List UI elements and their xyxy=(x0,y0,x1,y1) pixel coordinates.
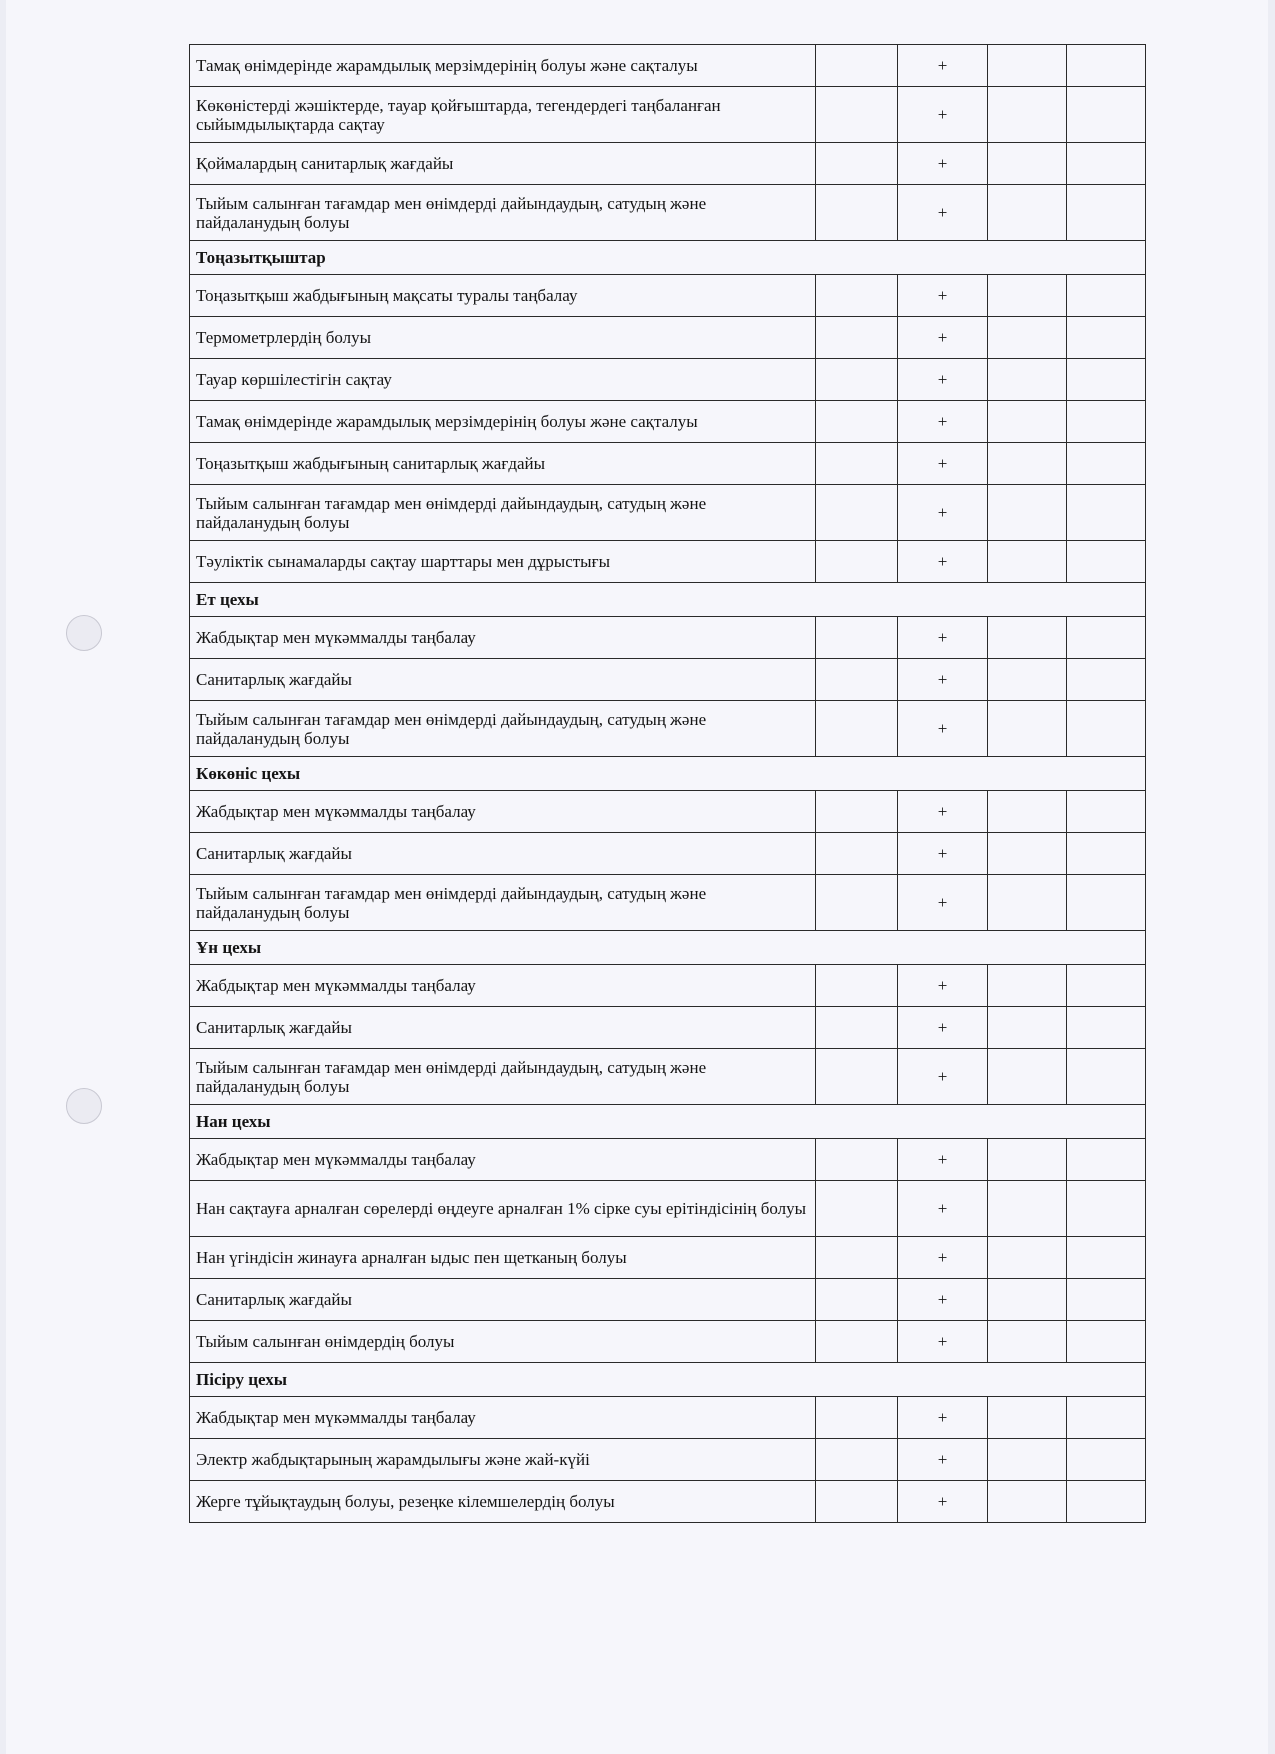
compliance-mark: + xyxy=(898,875,988,931)
empty-cell xyxy=(816,275,898,317)
table-row xyxy=(190,617,1146,659)
empty-cell xyxy=(816,1481,898,1523)
empty-cell xyxy=(1067,87,1146,143)
empty-cell xyxy=(816,1139,898,1181)
section-title: Нан цехы xyxy=(190,1105,1146,1139)
empty-cell xyxy=(1067,833,1146,875)
empty-cell xyxy=(988,1139,1067,1181)
empty-cell xyxy=(816,875,898,931)
table-row xyxy=(190,875,1146,931)
table-row xyxy=(190,87,1146,143)
compliance-mark: + xyxy=(898,1439,988,1481)
compliance-mark: + xyxy=(898,965,988,1007)
table-row xyxy=(190,485,1146,541)
table-row xyxy=(190,965,1146,1007)
requirement-label: Тыйым салынған тағамдар мен өнімдерді дайындаудың, сатудың және пайдаланудың болуы xyxy=(190,485,816,541)
empty-cell xyxy=(1067,965,1146,1007)
section-header-row xyxy=(190,1363,1146,1397)
table-row xyxy=(190,1049,1146,1105)
compliance-mark: + xyxy=(898,1181,988,1237)
empty-cell xyxy=(1067,701,1146,757)
empty-cell xyxy=(816,791,898,833)
empty-cell xyxy=(988,143,1067,185)
compliance-mark: + xyxy=(898,833,988,875)
empty-cell xyxy=(988,541,1067,583)
empty-cell xyxy=(1067,875,1146,931)
table-row xyxy=(190,1439,1146,1481)
empty-cell xyxy=(988,1397,1067,1439)
empty-cell xyxy=(1067,275,1146,317)
compliance-mark: + xyxy=(898,359,988,401)
table-row xyxy=(190,185,1146,241)
compliance-mark: + xyxy=(898,485,988,541)
empty-cell xyxy=(816,1279,898,1321)
inspection-checklist-table xyxy=(189,44,1146,1523)
empty-cell xyxy=(816,45,898,87)
empty-cell xyxy=(1067,45,1146,87)
empty-cell xyxy=(1067,1439,1146,1481)
table-row xyxy=(190,143,1146,185)
requirement-label: Тыйым салынған тағамдар мен өнімдерді дайындаудың, сатудың және пайдаланудың болуы xyxy=(190,1049,816,1105)
compliance-mark: + xyxy=(898,143,988,185)
table-row xyxy=(190,1321,1146,1363)
compliance-mark: + xyxy=(898,1007,988,1049)
compliance-mark: + xyxy=(898,701,988,757)
requirement-label: Жабдықтар мен мүкәммалды таңбалау xyxy=(190,617,816,659)
compliance-mark: + xyxy=(898,401,988,443)
section-header-row xyxy=(190,583,1146,617)
empty-cell xyxy=(988,833,1067,875)
compliance-mark: + xyxy=(898,87,988,143)
section-header-row xyxy=(190,241,1146,275)
empty-cell xyxy=(1067,541,1146,583)
empty-cell xyxy=(988,701,1067,757)
empty-cell xyxy=(988,875,1067,931)
compliance-mark: + xyxy=(898,275,988,317)
empty-cell xyxy=(1067,659,1146,701)
empty-cell xyxy=(816,401,898,443)
table-row xyxy=(190,701,1146,757)
empty-cell xyxy=(816,1049,898,1105)
empty-cell xyxy=(816,143,898,185)
requirement-label: Электр жабдықтарының жарамдылығы және жай-күйі xyxy=(190,1439,816,1481)
empty-cell xyxy=(816,1397,898,1439)
empty-cell xyxy=(988,87,1067,143)
empty-cell xyxy=(1067,1397,1146,1439)
requirement-label: Тәуліктік сынамаларды сақтау шарттары мен дұрыстығы xyxy=(190,541,816,583)
empty-cell xyxy=(1067,1139,1146,1181)
compliance-mark: + xyxy=(898,1237,988,1279)
empty-cell xyxy=(816,443,898,485)
empty-cell xyxy=(988,185,1067,241)
requirement-label: Тауар көршілестігін сақтау xyxy=(190,359,816,401)
empty-cell xyxy=(988,45,1067,87)
compliance-mark: + xyxy=(898,1397,988,1439)
compliance-mark: + xyxy=(898,317,988,359)
compliance-mark: + xyxy=(898,1321,988,1363)
empty-cell xyxy=(988,1007,1067,1049)
empty-cell xyxy=(1067,317,1146,359)
requirement-label: Жабдықтар мен мүкәммалды таңбалау xyxy=(190,1397,816,1439)
empty-cell xyxy=(988,1439,1067,1481)
empty-cell xyxy=(1067,1237,1146,1279)
empty-cell xyxy=(816,317,898,359)
table-row xyxy=(190,1139,1146,1181)
section-title: Ет цехы xyxy=(190,583,1146,617)
table-row xyxy=(190,45,1146,87)
table-row xyxy=(190,1237,1146,1279)
requirement-label: Жабдықтар мен мүкәммалды таңбалау xyxy=(190,965,816,1007)
empty-cell xyxy=(816,541,898,583)
table-row xyxy=(190,791,1146,833)
table-row xyxy=(190,443,1146,485)
empty-cell xyxy=(1067,1049,1146,1105)
empty-cell xyxy=(988,791,1067,833)
requirement-label: Тоңазытқыш жабдығының мақсаты туралы таңбалау xyxy=(190,275,816,317)
requirement-label: Тыйым салынған тағамдар мен өнімдерді дайындаудың, сатудың және пайдаланудың болуы xyxy=(190,185,816,241)
requirement-label: Тыйым салынған тағамдар мен өнімдерді дайындаудың, сатудың және пайдаланудың болуы xyxy=(190,875,816,931)
empty-cell xyxy=(1067,1321,1146,1363)
empty-cell xyxy=(988,1049,1067,1105)
empty-cell xyxy=(988,965,1067,1007)
empty-cell xyxy=(988,1237,1067,1279)
compliance-mark: + xyxy=(898,45,988,87)
empty-cell xyxy=(1067,359,1146,401)
empty-cell xyxy=(988,443,1067,485)
empty-cell xyxy=(988,1481,1067,1523)
requirement-label: Нан үгіндісін жинауға арналған ыдыс пен щетканың болуы xyxy=(190,1237,816,1279)
table-row xyxy=(190,1007,1146,1049)
empty-cell xyxy=(816,359,898,401)
empty-cell xyxy=(816,833,898,875)
empty-cell xyxy=(988,275,1067,317)
empty-cell xyxy=(1067,1481,1146,1523)
empty-cell xyxy=(988,1279,1067,1321)
empty-cell xyxy=(816,1181,898,1237)
section-title: Тоңазытқыштар xyxy=(190,241,1146,275)
table-row xyxy=(190,1481,1146,1523)
requirement-label: Санитарлық жағдайы xyxy=(190,659,816,701)
table-row xyxy=(190,1279,1146,1321)
table-row xyxy=(190,659,1146,701)
table-row xyxy=(190,359,1146,401)
empty-cell xyxy=(1067,1007,1146,1049)
requirement-label: Нан сақтауға арналған сөрелерді өңдеуге арналған 1% сірке суы ерітіндісінің болуы xyxy=(190,1181,816,1237)
compliance-mark: + xyxy=(898,541,988,583)
requirement-label: Санитарлық жағдайы xyxy=(190,1007,816,1049)
compliance-mark: + xyxy=(898,1481,988,1523)
empty-cell xyxy=(816,659,898,701)
empty-cell xyxy=(988,659,1067,701)
section-title: Көкөніс цехы xyxy=(190,757,1146,791)
empty-cell xyxy=(1067,401,1146,443)
compliance-mark: + xyxy=(898,1279,988,1321)
punch-hole xyxy=(66,1088,102,1124)
section-header-row xyxy=(190,1105,1146,1139)
requirement-label: Жерге тұйықтаудың болуы, резеңке кілемшелердің болуы xyxy=(190,1481,816,1523)
empty-cell xyxy=(988,485,1067,541)
requirement-label: Тоңазытқыш жабдығының санитарлық жағдайы xyxy=(190,443,816,485)
table-row xyxy=(190,1397,1146,1439)
empty-cell xyxy=(816,701,898,757)
empty-cell xyxy=(816,1237,898,1279)
empty-cell xyxy=(988,1321,1067,1363)
requirement-label: Тыйым салынған тағамдар мен өнімдерді дайындаудың, сатудың және пайдаланудың болуы xyxy=(190,701,816,757)
empty-cell xyxy=(988,359,1067,401)
compliance-mark: + xyxy=(898,1049,988,1105)
empty-cell xyxy=(1067,443,1146,485)
requirement-label: Тыйым салынған өнімдердің болуы xyxy=(190,1321,816,1363)
section-header-row xyxy=(190,757,1146,791)
empty-cell xyxy=(816,1007,898,1049)
empty-cell xyxy=(1067,143,1146,185)
empty-cell xyxy=(1067,1279,1146,1321)
empty-cell xyxy=(1067,185,1146,241)
empty-cell xyxy=(1067,485,1146,541)
compliance-mark: + xyxy=(898,659,988,701)
section-header-row xyxy=(190,931,1146,965)
empty-cell xyxy=(988,401,1067,443)
empty-cell xyxy=(816,617,898,659)
requirement-label: Тамақ өнімдерінде жарамдылық мерзімдерінің болуы және сақталуы xyxy=(190,45,816,87)
empty-cell xyxy=(1067,1181,1146,1237)
empty-cell xyxy=(988,1181,1067,1237)
empty-cell xyxy=(816,87,898,143)
compliance-mark: + xyxy=(898,617,988,659)
section-title: Ұн цехы xyxy=(190,931,1146,965)
empty-cell xyxy=(988,617,1067,659)
requirement-label: Көкөністерді жәшіктерде, тауар қойғыштарда, тегендердегі таңбаланған сыйымдылықтарда сақтау xyxy=(190,87,816,143)
empty-cell xyxy=(816,965,898,1007)
empty-cell xyxy=(988,317,1067,359)
empty-cell xyxy=(1067,791,1146,833)
table-row xyxy=(190,833,1146,875)
empty-cell xyxy=(816,185,898,241)
table-row xyxy=(190,275,1146,317)
table-row xyxy=(190,1181,1146,1237)
requirement-label: Қоймалардың санитарлық жағдайы xyxy=(190,143,816,185)
empty-cell xyxy=(816,1321,898,1363)
requirement-label: Санитарлық жағдайы xyxy=(190,833,816,875)
compliance-mark: + xyxy=(898,185,988,241)
compliance-mark: + xyxy=(898,443,988,485)
checklist-body xyxy=(190,45,1146,1523)
requirement-label: Санитарлық жағдайы xyxy=(190,1279,816,1321)
punch-hole xyxy=(66,615,102,651)
requirement-label: Жабдықтар мен мүкәммалды таңбалау xyxy=(190,1139,816,1181)
empty-cell xyxy=(816,1439,898,1481)
empty-cell xyxy=(816,485,898,541)
table-row xyxy=(190,401,1146,443)
table-row xyxy=(190,541,1146,583)
compliance-mark: + xyxy=(898,791,988,833)
requirement-label: Жабдықтар мен мүкәммалды таңбалау xyxy=(190,791,816,833)
table-row xyxy=(190,317,1146,359)
compliance-mark: + xyxy=(898,1139,988,1181)
section-title: Пісіру цехы xyxy=(190,1363,1146,1397)
empty-cell xyxy=(1067,617,1146,659)
requirement-label: Термометрлердің болуы xyxy=(190,317,816,359)
requirement-label: Тамақ өнімдерінде жарамдылық мерзімдерінің болуы және сақталуы xyxy=(190,401,816,443)
